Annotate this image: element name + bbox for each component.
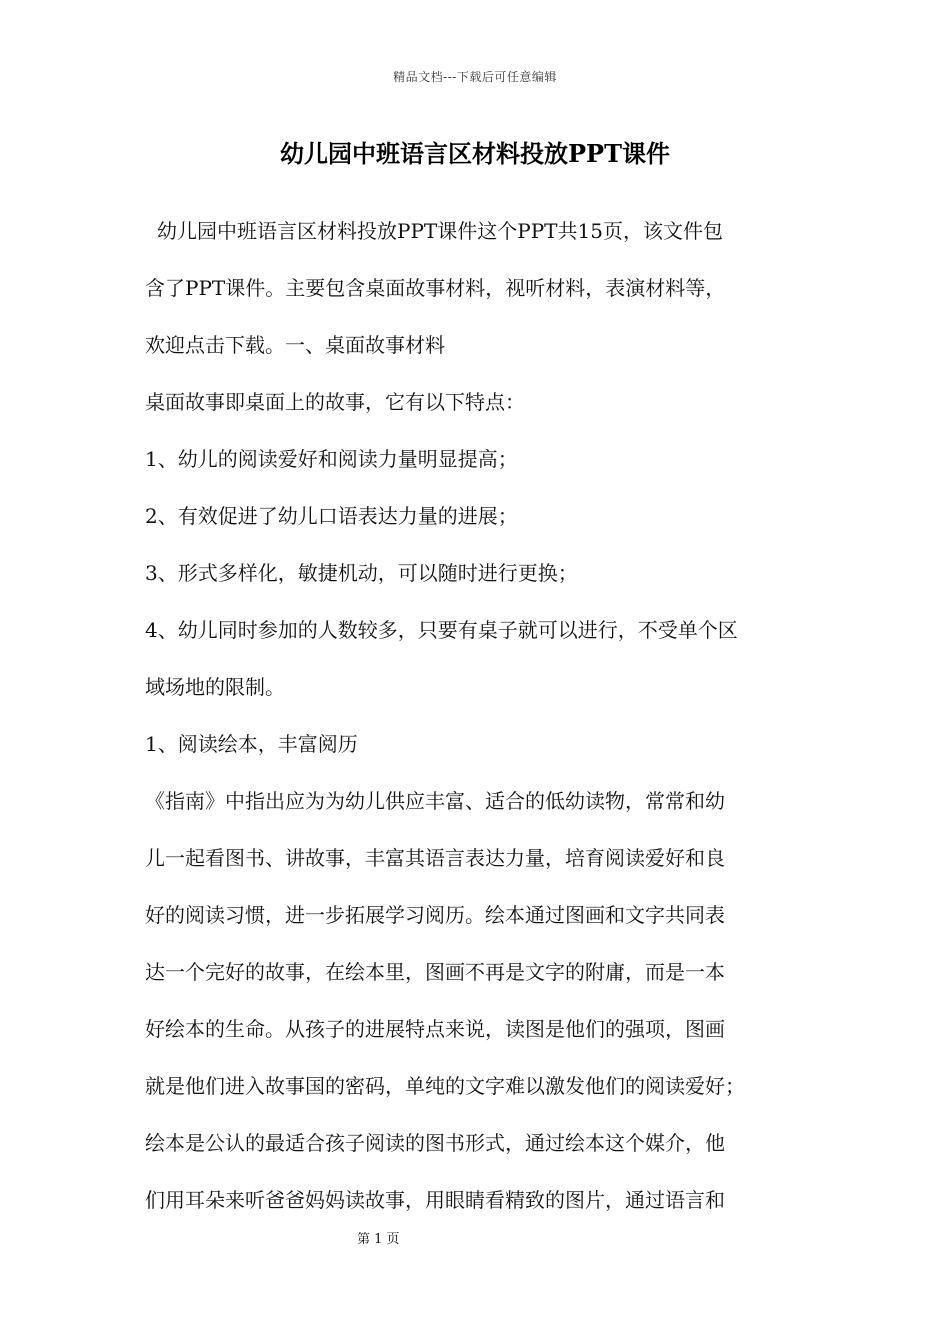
paragraph-line: 《指南》中指出应为为幼儿供应丰富、适合的低幼读物，常常和幼	[145, 789, 725, 813]
list-item: 4、幼儿同时参加的人数较多，只要有桌子就可以进行，不受单个区	[145, 618, 738, 642]
list-item: 3、形式多样化，敏捷机动，可以随时进行更换；	[145, 561, 578, 585]
list-item: 1、幼儿的阅读爱好和阅读力量明显提高；	[145, 447, 518, 471]
document-body	[145, 203, 813, 1229]
paragraph-line: 好的阅读习惯，进一步拓展学习阅历。绘本通过图画和文字共同表	[145, 903, 725, 927]
paragraph-line: 含了PPT课件。主要包含桌面故事材料，视听材料，表演材料等，	[145, 276, 726, 300]
paragraph-line: 们用耳朵来听爸爸妈妈读故事，用眼睛看精致的图片，通过语言和	[145, 1188, 725, 1212]
page-header: 精品文档---下载后可任意编辑	[393, 70, 557, 84]
paragraph-line: 幼儿园中班语言区材料投放PPT课件这个PPT共15页，该文件包	[157, 219, 723, 243]
paragraph-line: 绘本是公认的最适合孩子阅读的图书形式，通过绘本这个媒介，他	[145, 1131, 725, 1155]
paragraph-line: 就是他们进入故事国的密码，单纯的文字难以激发他们的阅读爱好；	[145, 1074, 745, 1098]
paragraph-line: 达一个完好的故事，在绘本里，图画不再是文字的附庸，而是一本	[145, 960, 725, 984]
paragraph-line: 桌面故事即桌面上的故事，它有以下特点：	[145, 390, 525, 414]
list-item-continuation: 域场地的限制。	[145, 675, 285, 699]
paragraph-line: 儿一起看图书、讲故事，丰富其语言表达力量，培育阅读爱好和良	[145, 846, 725, 870]
paragraph-line: 好绘本的生命。从孩子的进展特点来说，读图是他们的强项，图画	[145, 1017, 725, 1041]
page-number: 第 1 页	[357, 1232, 400, 1247]
section-heading: 1、阅读绘本，丰富阅历	[145, 732, 358, 756]
paragraph-line: 欢迎点击下载。一、桌面故事材料	[145, 333, 445, 357]
list-item: 2、有效促进了幼儿口语表达力量的进展；	[145, 504, 518, 528]
document-title: 幼儿园中班语言区材料投放PPT课件	[280, 139, 670, 168]
